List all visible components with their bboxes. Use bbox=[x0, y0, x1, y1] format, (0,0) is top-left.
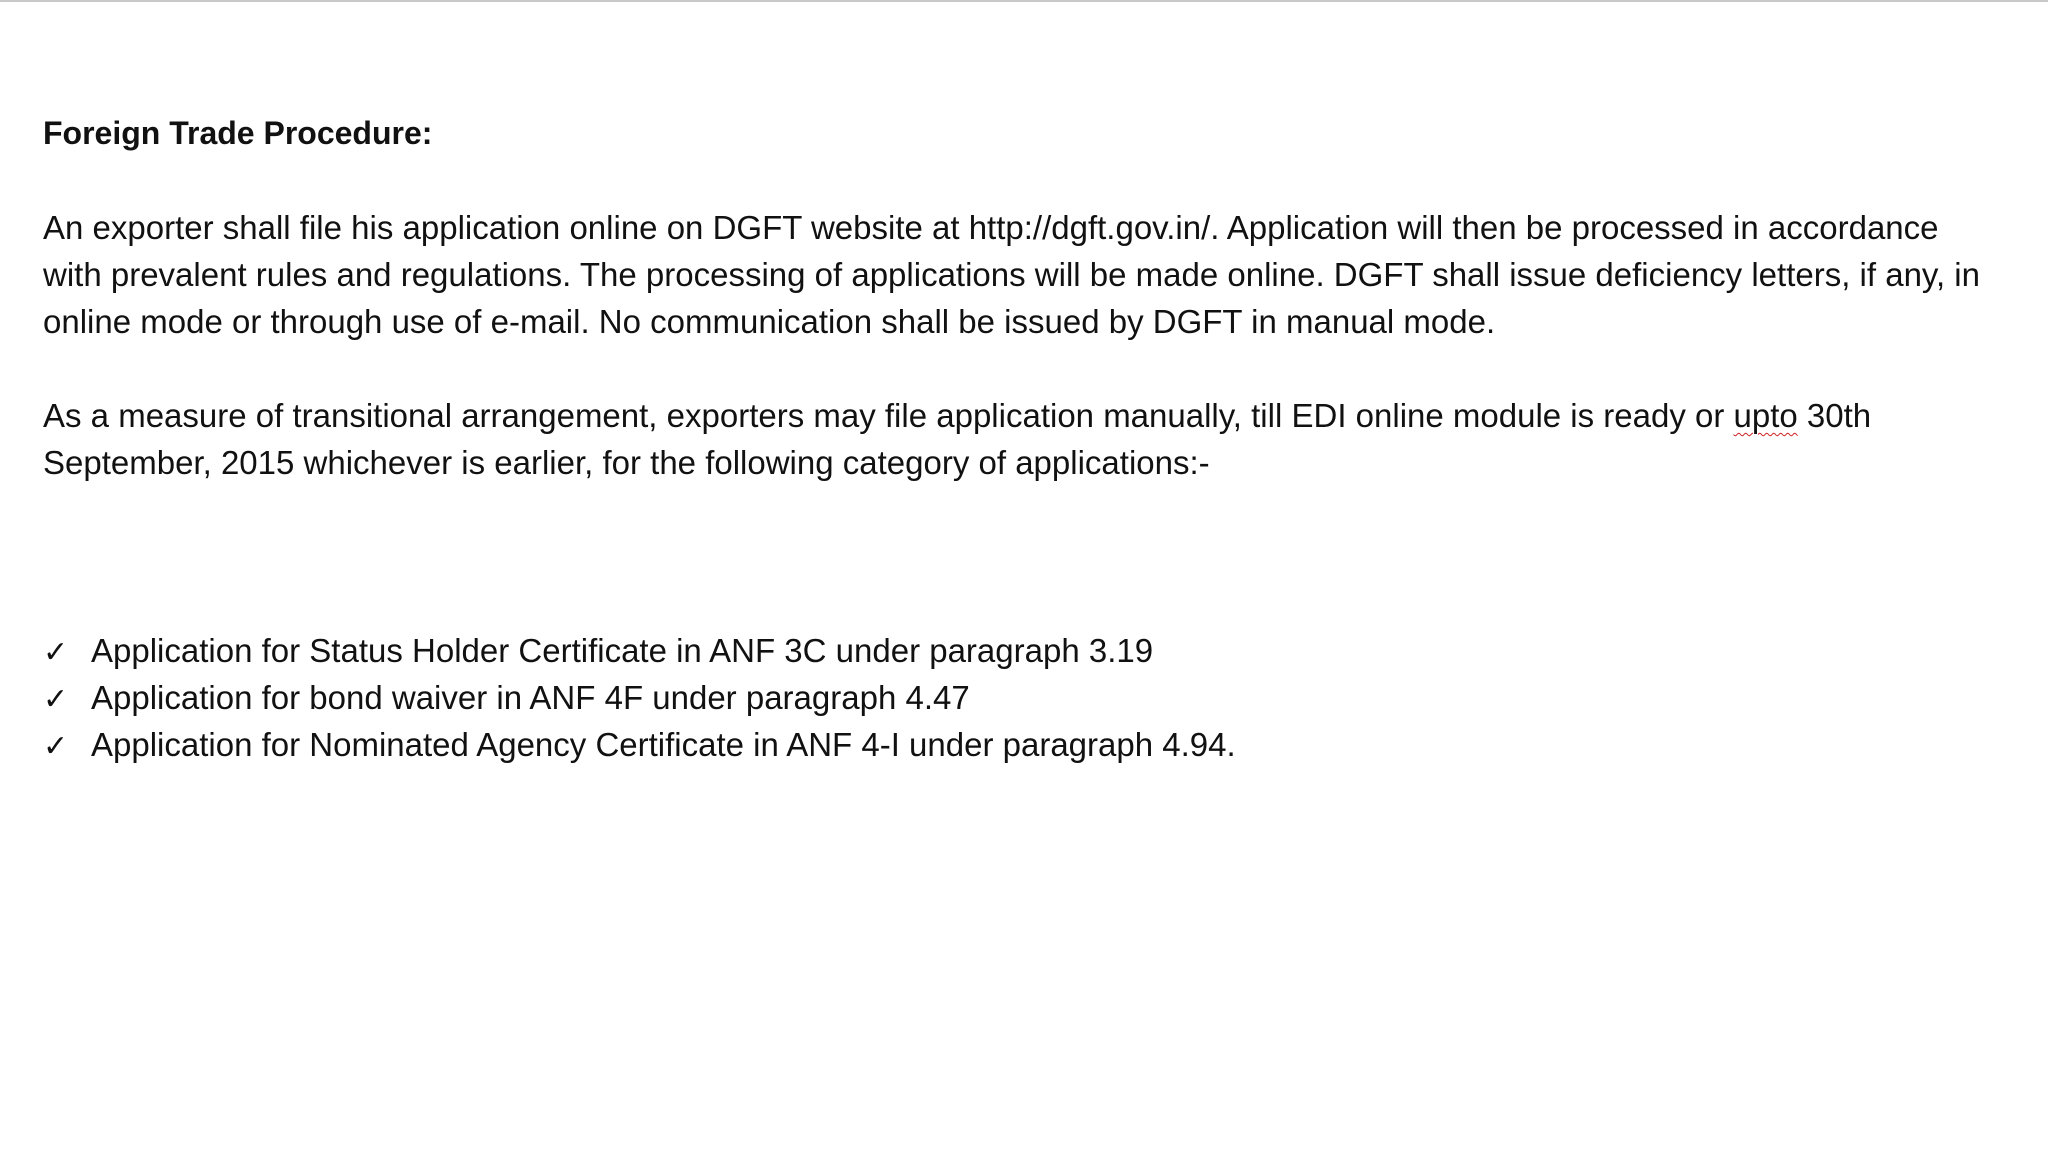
list-item bbox=[43, 627, 1983, 674]
list-item bbox=[43, 721, 1983, 768]
list-item-text: Application for Nominated Agency Certificate in ANF 4-I under paragraph 4.94. bbox=[91, 726, 1236, 763]
paragraph-text-end: 30th September, 2015 whichever is earlier, for the following category of applications:- bbox=[43, 397, 1872, 481]
paragraph-online-filing: An exporter shall file his application online on DGFT website at http://dgft.gov.in/. Application will then be processed in accordance with prevalent rules and regulations. The processing of applications will be made online. DGFT shall issue deficiency letters, if any, in online mode or through use of e-mail. No communication shall be issued by DGFT in manual mode. bbox=[43, 209, 1980, 340]
checkmark-icon: ✓ bbox=[43, 635, 69, 670]
list-item bbox=[43, 674, 1983, 721]
checkmark-icon: ✓ bbox=[43, 682, 69, 717]
top-border bbox=[0, 0, 2048, 2]
application-checklist bbox=[43, 627, 1983, 768]
checkmark-icon: ✓ bbox=[43, 729, 69, 764]
paragraph-transitional-arrangement bbox=[43, 392, 1983, 486]
list-item-text: Application for Status Holder Certificate in ANF 3C under paragraph 3.19 bbox=[91, 632, 1154, 669]
spellcheck-flagged-word[interactable]: upto bbox=[1733, 397, 1798, 434]
document-body bbox=[43, 110, 1983, 768]
list-item-text: Application for bond waiver in ANF 4F under paragraph 4.47 bbox=[91, 679, 970, 716]
document-heading: Foreign Trade Procedure: bbox=[43, 115, 433, 151]
paragraph-text-start: As a measure of transitional arrangement, exporters may file application manually, till EDI online module is ready or bbox=[43, 397, 1734, 434]
